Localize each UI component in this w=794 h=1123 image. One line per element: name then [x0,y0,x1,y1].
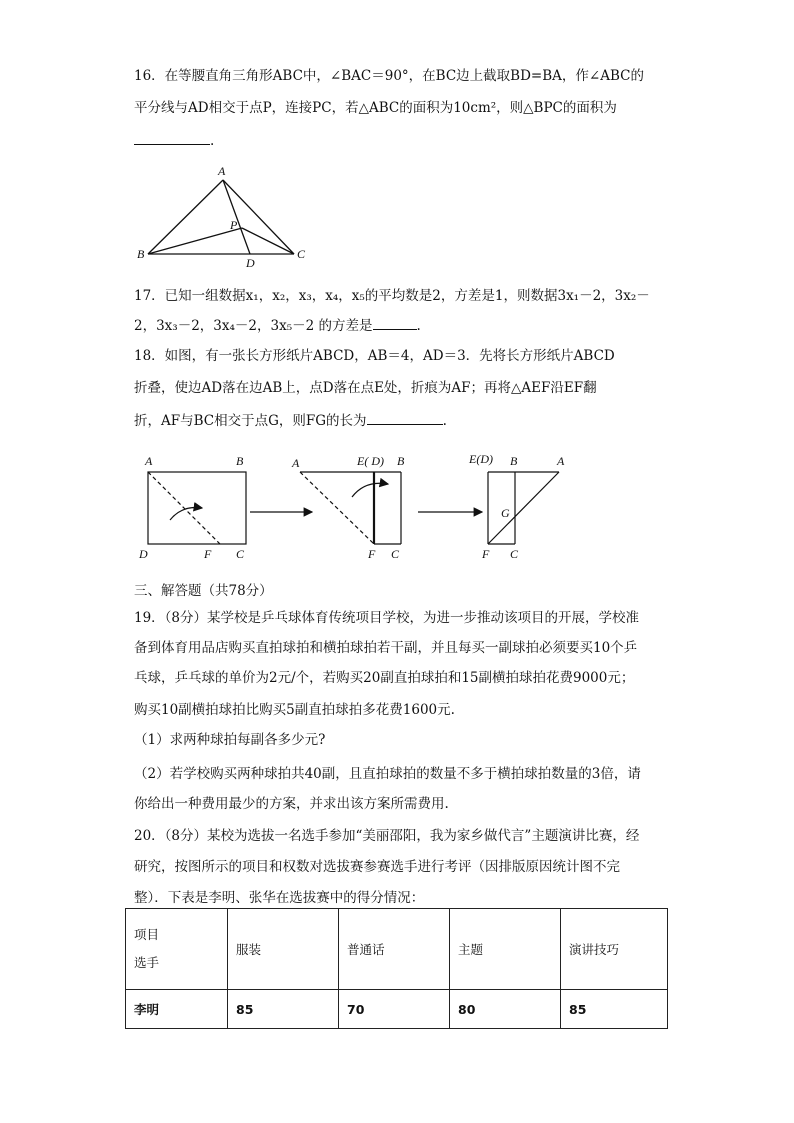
q18-line3-text: 折，AF与BC相交于点G，则FG的长为 [134,413,367,429]
table-header-cell: 服装 [228,909,339,990]
table-row-name: 李明 [126,990,228,1029]
q19-sub2-line1: （2）若学校购买两种球拍共40副，且直拍球拍的数量不多于横拍球拍数量的3倍，请 [134,766,641,782]
q18-fig1-label-d: D [139,547,148,561]
q19-sub1: （1）求两种球拍每副各多少元? [134,732,326,748]
q18-line1: 18．如图，有一张长方形纸片ABCD，AB＝4，AD＝3．先将长方形纸片ABCD [134,348,615,364]
q18-fig2-label-b: B [397,454,405,468]
q16-label-p: P [230,218,238,232]
q18-fig3-label-g: G [501,506,510,520]
q18-line2: 折叠，使边AD落在边AB上，点D落在点E处，折痕为AF；再将△AEF沿EF翻 [134,380,597,396]
q19-sub2-line2: 你给出一种费用最少的方案，并求出该方案所需费用. [134,796,449,812]
q20-line2: 研究，按图所示的项目和权数对选拔赛参赛选手进行考评（因排版原因统计图不完 [134,859,620,875]
q19-line2: 备到体育用品店购买直拍球拍和横拍球拍若干副，并且每买一副球拍必须要买10个乒 [134,640,638,656]
table-row [126,990,668,1029]
q18-fig3-label-a: A [557,454,565,468]
q18-period: . [442,413,447,429]
q17-line2-text: 2，3x₃－2，3x₄－2，3x₅－2 的方差是 [134,318,373,334]
q18-fig1-label-b: B [236,454,244,468]
q18-fig3-label-ed: E(D) [469,452,493,466]
q18-fig1-label-f: F [204,547,212,561]
q16-period: . [210,133,215,149]
table-header-cell: 演讲技巧 [561,909,668,990]
table-corner-cell [126,909,228,990]
q18-fig2-label-ed: E( D) [357,454,384,468]
q18-fig3-segment-af [488,472,559,544]
q18-fig1-label-c: C [236,547,245,561]
section3-title: 三、解答题（共78分） [134,583,273,599]
q18-fig2 [300,472,401,544]
q18-fig1-crease [148,472,220,544]
table-header-cell: 主题 [450,909,561,990]
q18-fig2-crease-af [300,472,374,544]
table-header-row [126,909,668,990]
q18-fig3-label-b: B [510,454,518,468]
q18-fig2-label-f: F [368,547,376,561]
q18-fig3-label-c: C [510,547,519,561]
table-header-cell: 普通话 [339,909,450,990]
q20-line3: 整）．下表是李明、张华在选拔赛中的得分情况： [134,890,425,906]
q16-line1: 16．在等腰直角三角形ABC中，∠BAC＝90°，在BC边上截取BD=BA，作∠ABC的 [134,68,644,84]
q18-fig1 [148,472,246,544]
table-cell: 85 [228,990,339,1029]
table-cell: 85 [561,990,668,1029]
q18-fig2-label-a: A [292,456,300,470]
q16-label-c: C [297,247,306,261]
table-cell: 70 [339,990,450,1029]
q17-period: . [416,318,421,334]
q18-fig1-fold-arrow [170,508,202,521]
q17-line1: 17．已知一组数据x₁，x₂，x₃，x₄，x₅的平均数是2，方差是1，则数据3x₁－2，3x₂－ [134,288,650,304]
q19-line4: 购买10副横拍球拍比购买5副直拍球拍多花费1600元. [134,702,455,718]
q20-score-table [125,908,668,1029]
q20-line1: 20．（8分）某校为选拔一名选手参加“美丽邵阳，我为家乡做代言”主题演讲比赛，经 [134,828,640,844]
q19-line1: 19．（8分）某学校是乒乓球体育传统项目学校，为进一步推动该项目的开展，学校准 [134,610,640,626]
q18-fig1-label-a: A [145,454,153,468]
q18-fig2-label-c: C [391,547,400,561]
q18-fig3-label-f: F [482,547,490,561]
table-corner-project: 项目 [134,927,160,942]
table-cell: 80 [450,990,561,1029]
q16-label-b: B [137,247,145,261]
q16-label-a: A [218,164,226,178]
q18-fig2-fold-arrow [352,483,388,497]
q18-fig3 [488,472,559,544]
q16-line2: 平分线与AD相交于点P，连接PC，若△ABC的面积为10cm²，则△BPC的面积为 [134,100,617,116]
table-corner-contestant: 选手 [134,955,160,970]
q16-label-d: D [246,256,255,270]
q19-line3: 乓球，乒乓球的单价为2元/个，若购买20副直拍球拍和15副横拍球拍花费9000元； [134,670,635,686]
